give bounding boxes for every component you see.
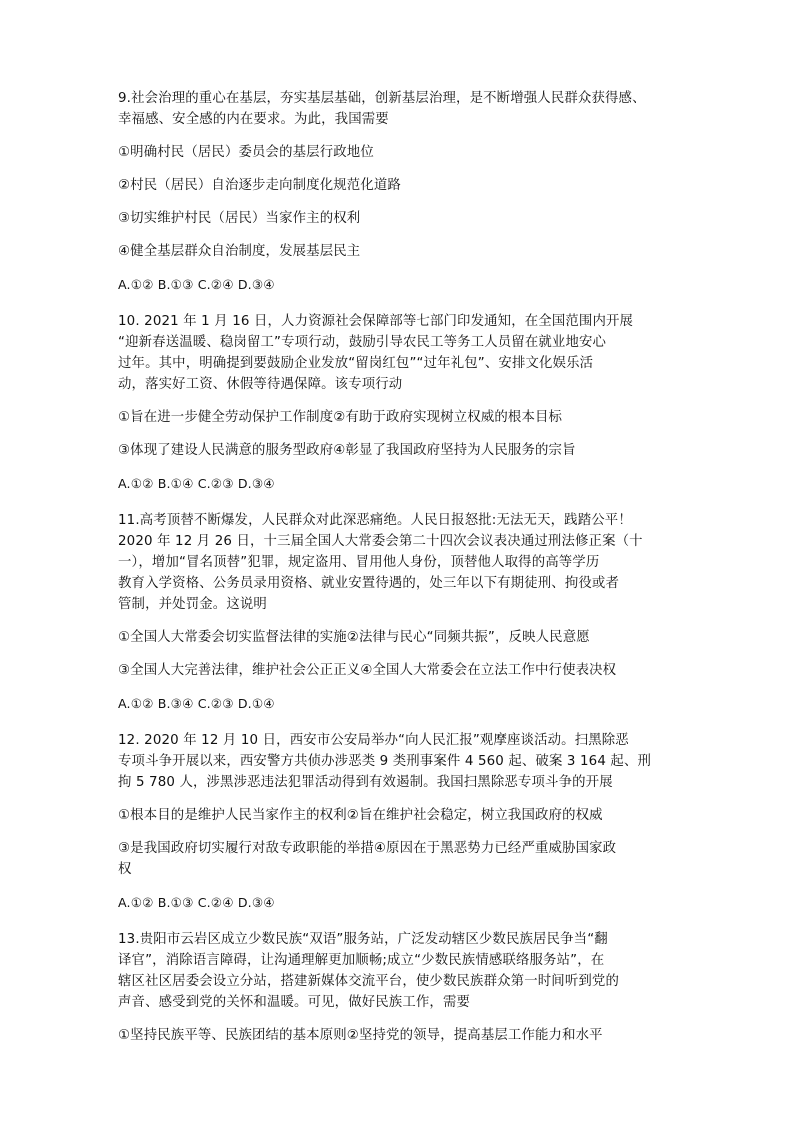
question-9 (118, 88, 680, 295)
answer-options: A.①② B.①③ C.②④ D.③④ (118, 895, 275, 910)
question-stem-line: 13.贵阳市云岩区成立少数民族“双语”服务站，广泛发动辖区少数民族居民争当“翻 (118, 932, 608, 947)
answer-options: A.①② B.①③ C.②④ D.③④ (118, 277, 275, 292)
question-stem-line: 教育入学资格、公务员录用资格、就业安置待遇的，处三年以下有期徒刑、拘役或者 (118, 576, 620, 591)
question-stem-line: 一），增加“冒名顶替”犯罪，规定盗用、冒用他人身份，顶替他人取得的高等学历 (118, 555, 600, 570)
question-stem-line: 幸福感、安全感的内在要求。为此，我国需要 (118, 112, 389, 127)
statement-item: ④健全基层群众自治制度，发展基层民主 (118, 244, 361, 259)
statement-item: ③全国人大完善法律，维护社会公正正义④全国人大常委会在立法工作中行使表决权 (118, 663, 617, 678)
question-stem-line: 过年。其中，明确提到要鼓励企业发放“留岗红包”“过年礼包”、安排文化娱乐活 (118, 356, 594, 371)
answer-options: A.①② B.③④ C.②③ D.①④ (118, 696, 275, 711)
question-13 (118, 929, 680, 1046)
question-stem-line: 译官”，消除语言障碍，让沟通理解更加顺畅;成立“少数民族情感联络服务站”，在 (118, 953, 605, 968)
statement-item: ③体现了建设人民满意的服务型政府④彰显了我国政府坚持为人民服务的宗旨 (118, 443, 576, 458)
question-stem-line: 9.社会治理的重心在基层，夯实基层基础，创新基层治理，是不断增强人民群众获得感、 (118, 91, 646, 106)
statement-item: ①根本目的是维护人民当家作主的权利②旨在维护社会稳定，树立我国政府的权威 (118, 808, 603, 823)
question-stem-line: 10. 2021 年 1 月 16 日，人力资源社会保障部等七部门印发通知，在全国范围内开展 (118, 314, 634, 329)
question-stem-line: “迎新春送温暖、稳岗留工”专项行动，鼓励引导农民工等务工人员留在就业地安心 (118, 335, 607, 350)
question-12 (118, 730, 680, 913)
statement-item-wrapped (118, 838, 680, 880)
statement-item: ①全国人大常委会切实监督法律的实施②法律与民心“同频共振”，反映人民意愿 (118, 630, 590, 645)
exam-page (118, 88, 680, 1046)
statement-item: ①坚持民族平等、民族团结的基本原则②坚持党的领导，提高基层工作能力和水平 (118, 1028, 603, 1043)
question-stem-line: 辖区社区居委会设立分站，搭建新媒体交流平台，使少数民族群众第一时间听到党的 (118, 974, 620, 989)
question-stem-line: 11.高考顶替不断爆发，人民群众对此深恶痛绝。人民日报怒批:无法无天，践踏公平！ (118, 513, 632, 528)
question-10 (118, 311, 680, 494)
statement-item: ②村民（居民）自治逐步走向制度化规范化道路 (118, 178, 401, 193)
statement-item-line: ③是我国政府切实履行对敌专政职能的举措④原因在于黑恶势力已经严重威胁国家政 (118, 841, 617, 856)
question-stem-line: 拘 5 780 人，涉黑涉恶违法犯罪活动得到有效遏制。我国扫黑除恶专项斗争的开展 (118, 775, 613, 790)
answer-options: A.①② B.①④ C.②③ D.③④ (118, 476, 275, 491)
question-stem-line: 声音、感受到党的关怀和温暖。可见，做好民族工作，需要 (118, 995, 471, 1010)
question-11 (118, 510, 680, 714)
statement-item-line: 权 (118, 862, 132, 877)
statement-item: ①旨在进一步健全劳动保护工作制度②有助于政府实现树立权威的根本目标 (118, 410, 563, 425)
question-stem-line: 动，落实好工资、休假等待遇保障。该专项行动 (118, 377, 403, 392)
question-stem-line: 2020 年 12 月 26 日，十三届全国人大常委会第二十四次会议表决通过刑法修正案（十 (118, 534, 643, 549)
statement-item: ③切实维护村民（居民）当家作主的权利 (118, 211, 361, 226)
question-stem-line: 专项斗争开展以来，西安警方共侦办涉恶类 9 类刑事案件 4 560 起、破案 3 164 起、刑 (118, 754, 652, 769)
question-stem-line: 12. 2020 年 12 月 10 日，西安市公安局举办“向人民汇报”观摩座谈活动。扫黑除恶 (118, 733, 629, 748)
question-stem-line: 管制，并处罚金。这说明 (118, 597, 267, 612)
statement-item: ①明确村民（居民）委员会的基层行政地位 (118, 145, 374, 160)
